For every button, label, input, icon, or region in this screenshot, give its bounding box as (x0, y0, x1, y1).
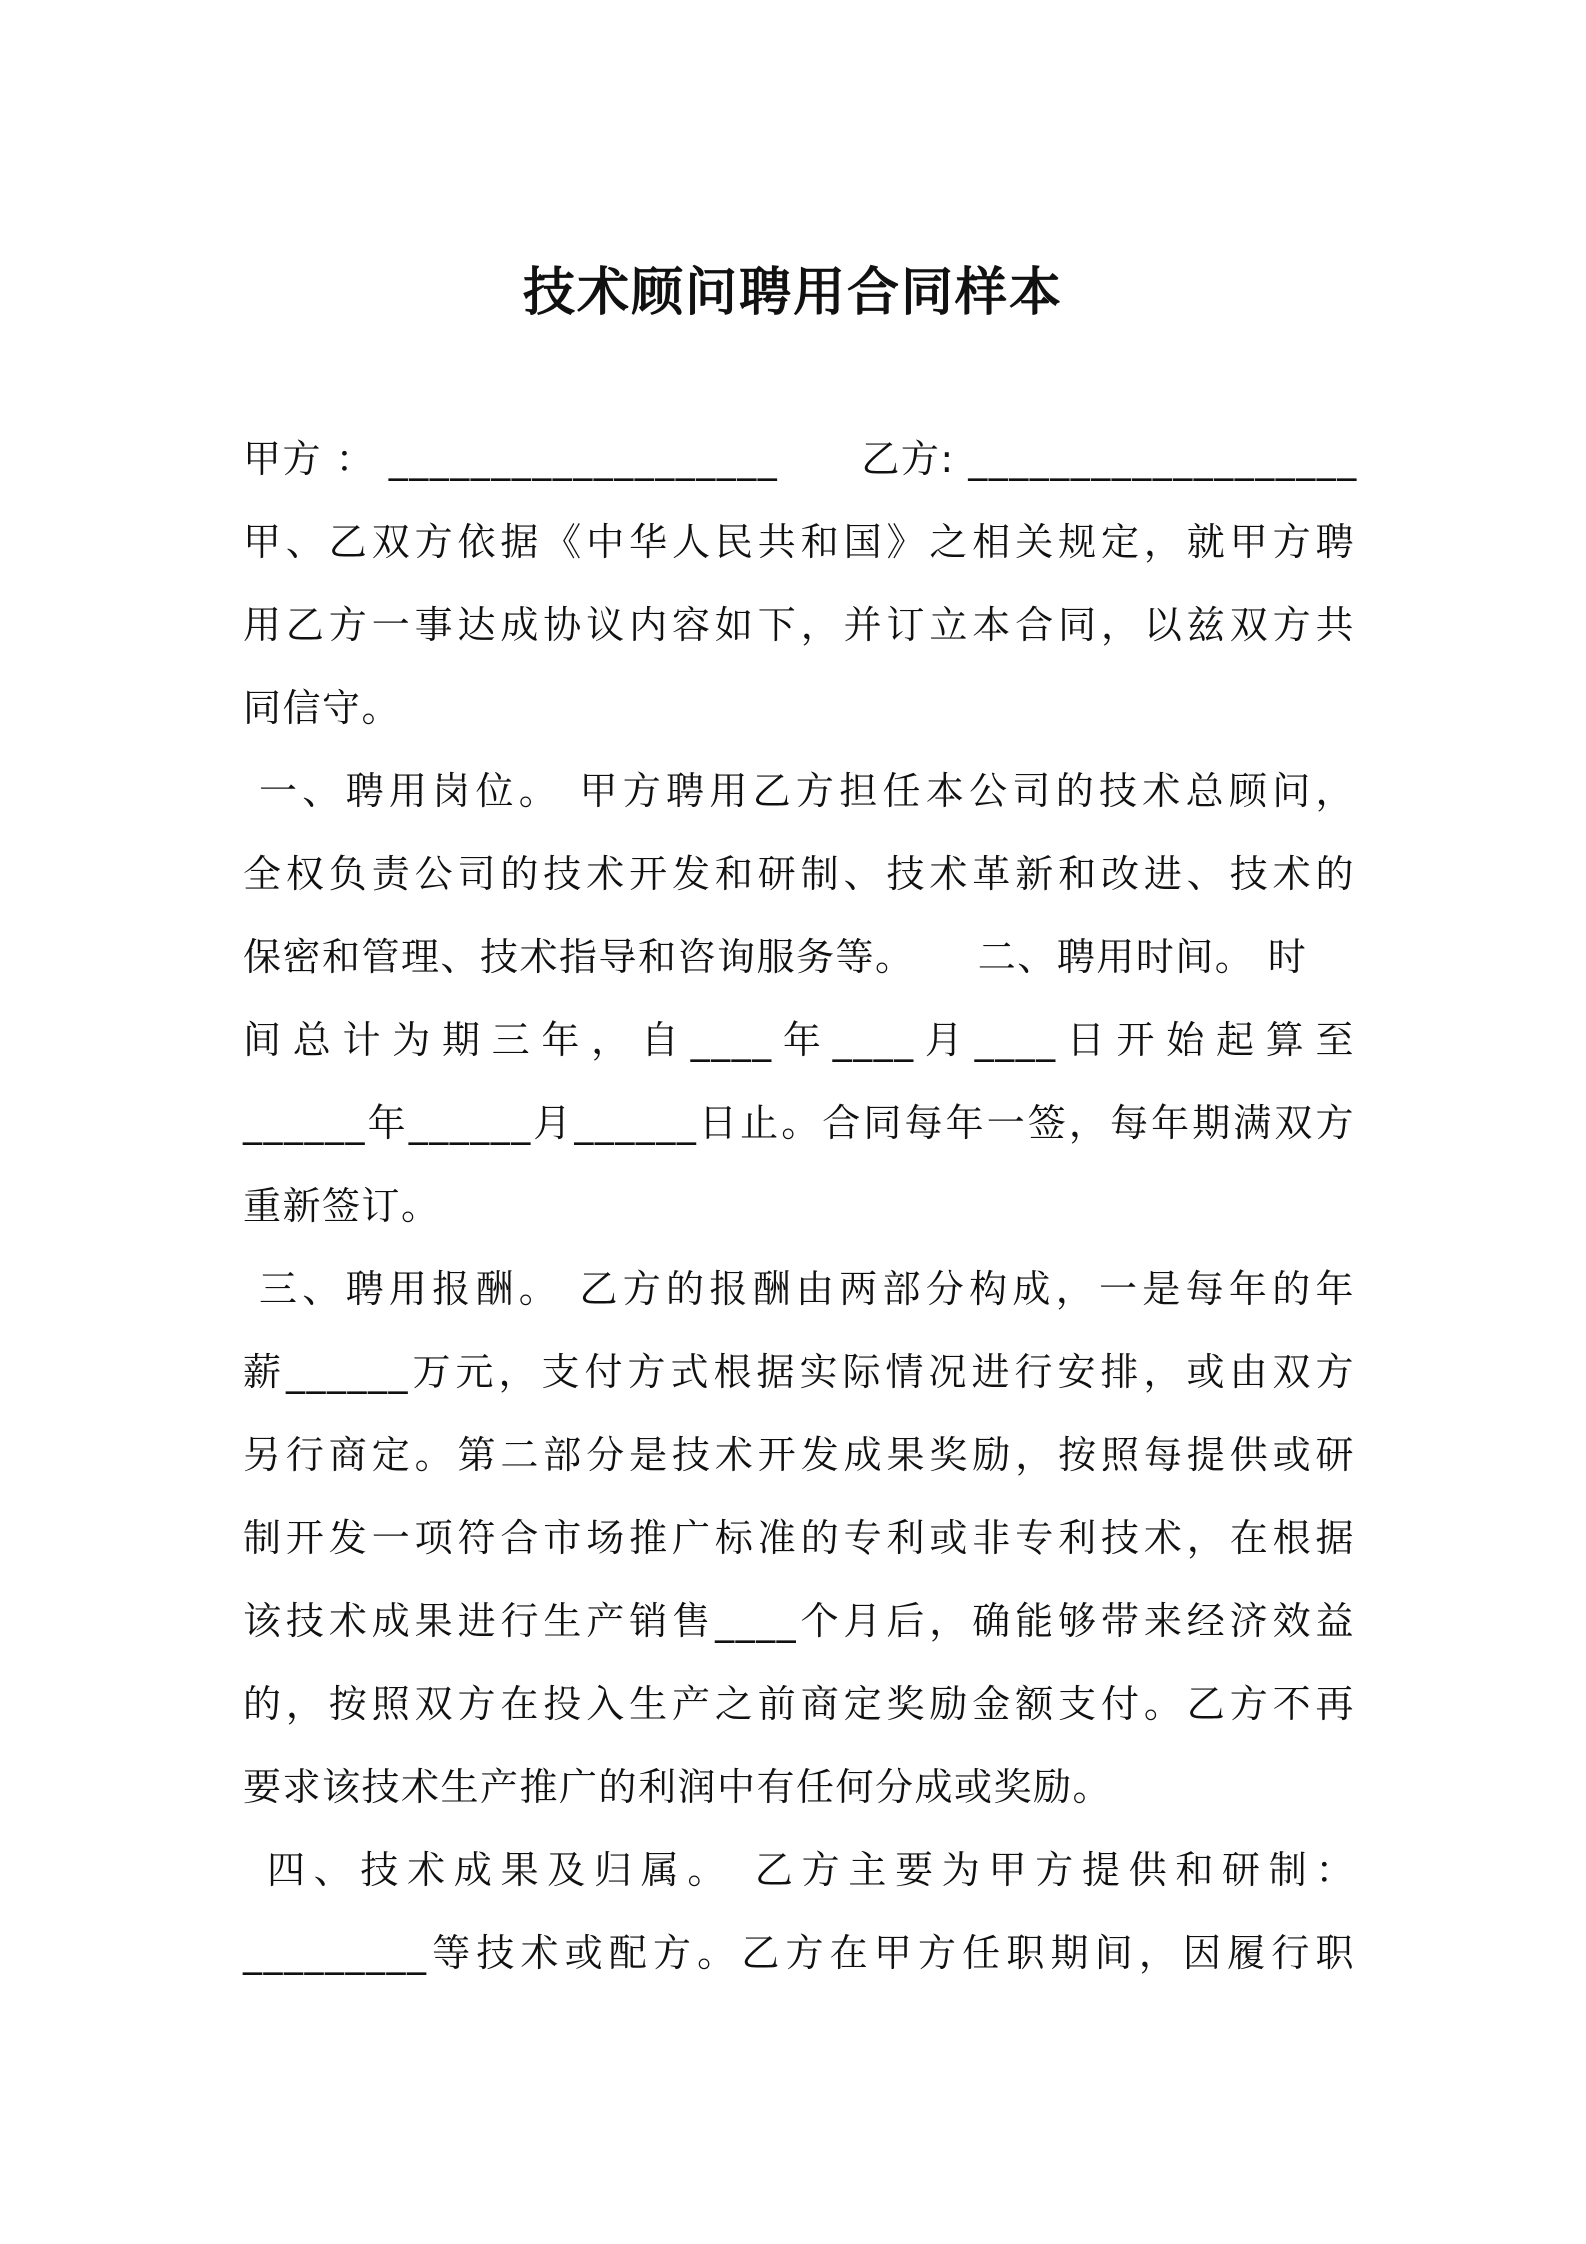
paragraph-line: 要求该技术生产推广的利润中有任何分成或奖励。 (243, 1765, 1113, 1809)
paragraph-line: 的，按照双方在投入生产之前商定奖励金额支付。乙方不再 (243, 1682, 1355, 1726)
paragraph-line (243, 916, 1355, 999)
party-a-label: 甲方 ： (243, 437, 376, 481)
paragraph-line: 该技术成果进行生产销售____个月后，确能够带来经济效益 (243, 1599, 1355, 1643)
paragraph-line: ______年______月______日止。合同每年一签，每年期满双方 (243, 1101, 1355, 1145)
paragraph-line: 同信守。 (243, 686, 402, 730)
paragraph-line: 甲、乙双方依据《中华人民共和国》之相关规定，就甲方聘 (243, 520, 1355, 564)
document-body (243, 418, 1358, 1995)
paragraph-line: 全权负责公司的技术开发和研制、技术革新和改进、技术的 (243, 852, 1355, 896)
paragraph-line: 制开发一项符合市场推广标准的专利或非专利技术，在根据 (243, 1516, 1355, 1560)
clause-heading-line: 一、聘用岗位。 甲方聘用乙方担任本公司的技术总顾问， (259, 769, 1355, 813)
paragraph-line: _________等技术或配方。乙方在甲方任职期间，因履行职 (243, 1931, 1355, 1975)
paragraph-line: 另行商定。第二部分是技术开发成果奖励，按照每提供或研 (243, 1433, 1355, 1477)
clause-heading: 二、聘用时间。 时 (977, 935, 1308, 979)
paragraph-line: 重新签订。 (243, 1184, 441, 1228)
party-b-blank: ___________________ (968, 437, 1358, 481)
document-title: 技术顾问聘用合同样本 (522, 263, 1063, 323)
clause-text: 保密和管理、技术指导和咨询服务等。 (243, 935, 915, 979)
paragraph-line: 间总计为期三年，自____年____月____日开始起算至 (243, 1018, 1355, 1062)
paragraph-line: 用乙方一事达成协议内容如下，并订立本合同，以兹双方共 (243, 603, 1355, 647)
party-a-blank: ___________________ (388, 437, 779, 481)
paragraph-line: 薪______万元，支付方式根据实际情况进行安排，或由双方 (243, 1350, 1355, 1394)
clause-heading-line: 三、聘用报酬。 乙方的报酬由两部分构成，一是每年的年 (259, 1267, 1355, 1311)
parties-line (243, 418, 1358, 501)
party-b-label: 乙方: (861, 437, 955, 481)
clause-heading-line: 四、技术成果及归属。 乙方主要为甲方提供和研制： (267, 1848, 1355, 1892)
